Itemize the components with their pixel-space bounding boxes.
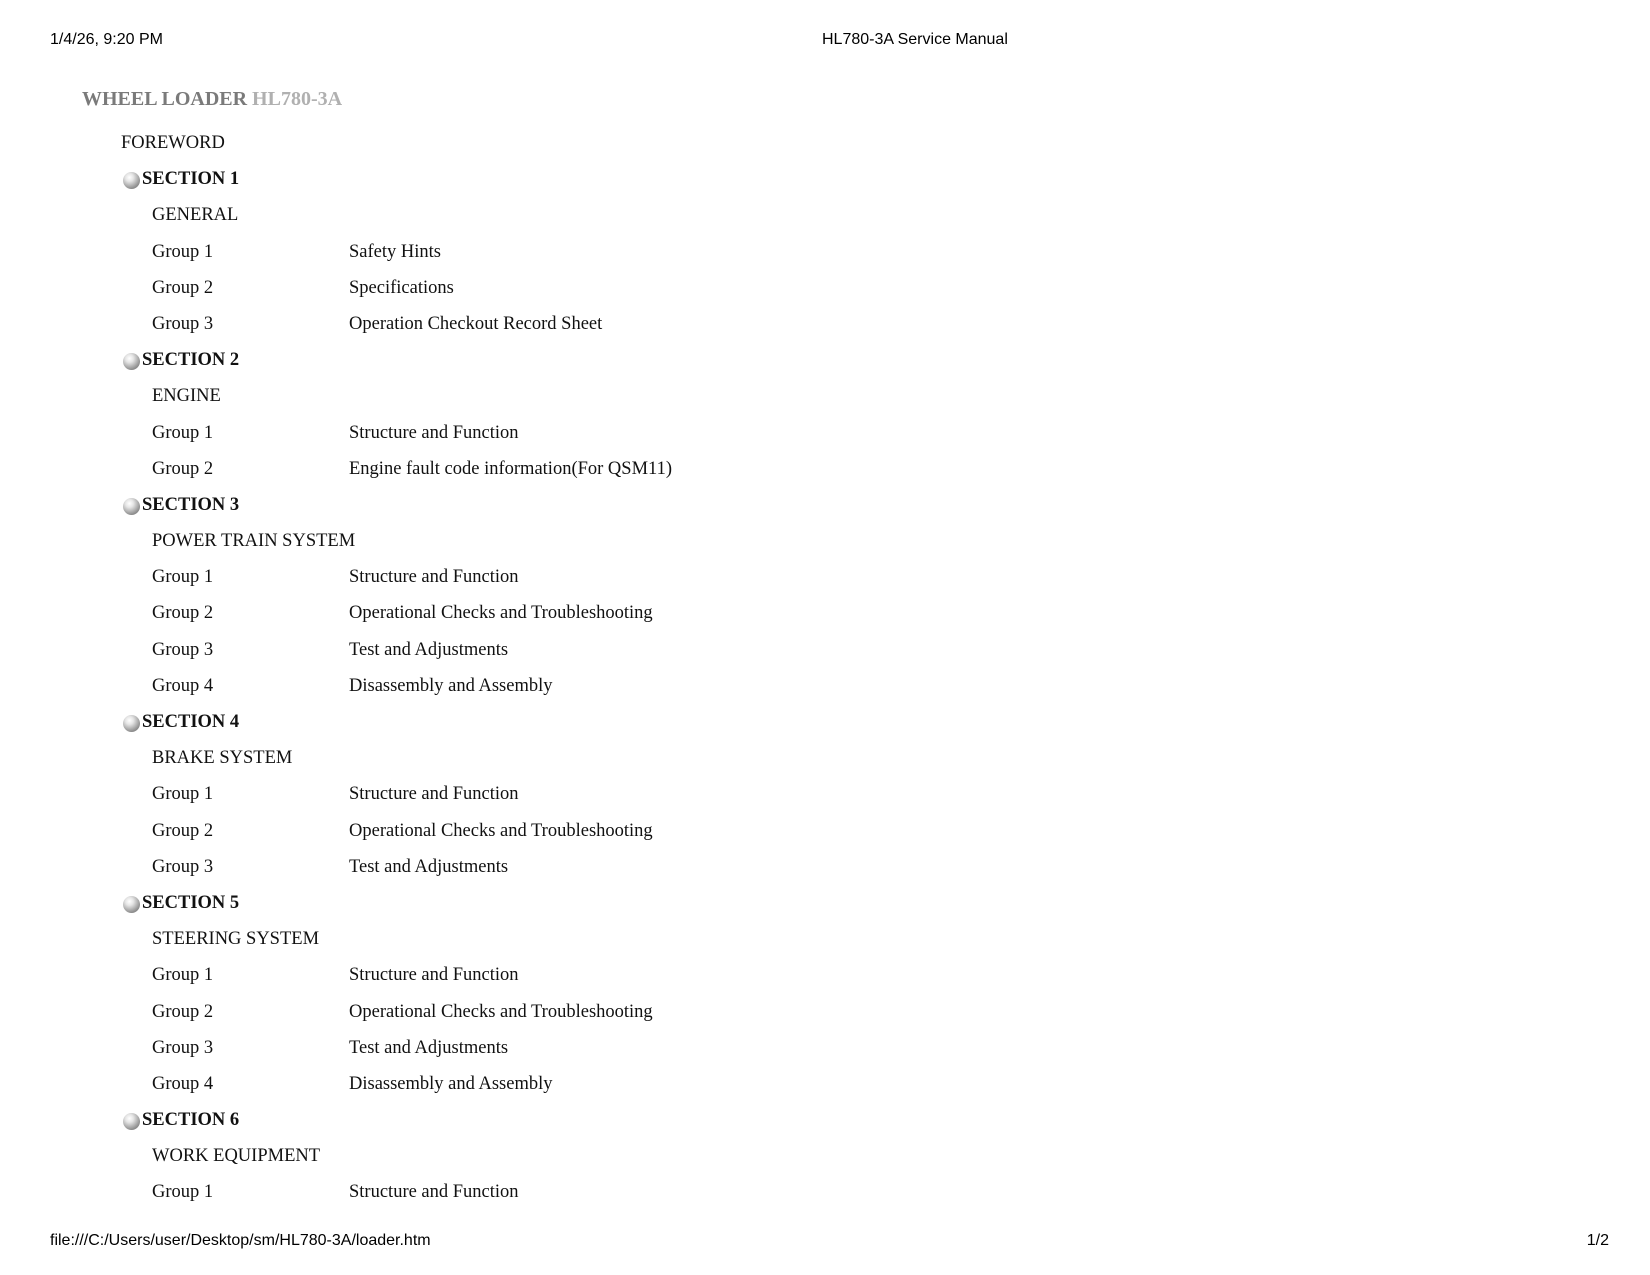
toc-section-5[interactable]: [0, 891, 900, 927]
bullet-ball-icon: [123, 353, 140, 370]
group-description[interactable]: Structure and Function: [349, 965, 519, 986]
group-number[interactable]: Group 1: [152, 965, 214, 986]
toc-group-link[interactable]: [0, 457, 900, 493]
group-number[interactable]: Group 1: [152, 422, 214, 443]
group-number[interactable]: Group 1: [152, 567, 214, 588]
print-title: HL780-3A Service Manual: [822, 31, 1008, 48]
group-description[interactable]: Operation Checkout Record Sheet: [349, 313, 603, 334]
bullet-ball-icon: [123, 715, 140, 732]
group-number[interactable]: Group 2: [152, 1001, 214, 1022]
section-label: SECTION 1: [142, 169, 240, 190]
toc-group-link[interactable]: [0, 312, 900, 348]
group-number[interactable]: Group 1: [152, 784, 214, 805]
page-number: 1/2: [1586, 1232, 1609, 1249]
toc-group-link[interactable]: [0, 1036, 900, 1072]
group-description[interactable]: Specifications: [349, 277, 454, 298]
toc-sections: [0, 167, 900, 1216]
section-title: BRAKE SYSTEM: [152, 748, 293, 769]
group-description[interactable]: Structure and Function: [349, 422, 519, 443]
group-description[interactable]: Disassembly and Assembly: [349, 1073, 553, 1094]
group-number[interactable]: Group 1: [152, 1182, 214, 1203]
toc-group-link[interactable]: [0, 674, 900, 710]
section-title: GENERAL: [152, 205, 239, 226]
toc-group-link[interactable]: [0, 638, 900, 674]
group-description[interactable]: Engine fault code information(For QSM11): [349, 458, 673, 479]
bullet-ball-icon: [123, 896, 140, 913]
toc-group-link[interactable]: [0, 240, 900, 276]
group-number[interactable]: Group 1: [152, 241, 214, 262]
toc-section-2[interactable]: [0, 348, 900, 384]
group-description[interactable]: Operational Checks and Troubleshooting: [349, 603, 653, 624]
document-title-product: WHEEL LOADER: [82, 88, 248, 110]
section-title: ENGINE: [152, 386, 221, 407]
group-description[interactable]: Operational Checks and Troubleshooting: [349, 1001, 653, 1022]
print-url: file:///C:/Users/user/Desktop/sm/HL780-3A/loader.htm: [50, 1232, 431, 1249]
group-description[interactable]: Structure and Function: [349, 567, 519, 588]
group-number[interactable]: Group 3: [152, 1037, 214, 1058]
toc-group-link[interactable]: [0, 1000, 900, 1036]
section-title: WORK EQUIPMENT: [152, 1146, 321, 1167]
toc-group-link[interactable]: [0, 276, 900, 312]
document-title-model: HL780-3A: [252, 88, 343, 110]
section-title: POWER TRAIN SYSTEM: [152, 531, 356, 552]
toc-group-link[interactable]: [0, 601, 900, 637]
document-title: [82, 88, 342, 111]
group-number[interactable]: Group 2: [152, 820, 214, 841]
group-number[interactable]: Group 3: [152, 639, 214, 660]
toc-group-link[interactable]: [0, 963, 900, 999]
bullet-ball-icon: [123, 498, 140, 515]
toc-section-1[interactable]: [0, 167, 900, 203]
group-description[interactable]: Safety Hints: [349, 241, 441, 262]
section-label: SECTION 5: [142, 892, 240, 913]
toc-section-3[interactable]: [0, 493, 900, 529]
section-label: SECTION 2: [142, 350, 240, 371]
group-number[interactable]: Group 2: [152, 603, 214, 624]
group-description[interactable]: Test and Adjustments: [349, 1037, 509, 1058]
group-number[interactable]: Group 4: [152, 675, 214, 696]
group-description[interactable]: Disassembly and Assembly: [349, 675, 553, 696]
toc-section-4[interactable]: [0, 710, 900, 746]
toc-group-link[interactable]: [0, 1072, 900, 1108]
section-label: SECTION 4: [142, 712, 240, 732]
section-label: SECTION 3: [142, 494, 240, 515]
toc-link-foreword[interactable]: FOREWORD: [121, 133, 225, 153]
group-number[interactable]: Group 2: [152, 277, 214, 298]
toc-group-link[interactable]: [0, 855, 900, 891]
toc-group-link[interactable]: [0, 1180, 900, 1216]
table-of-contents: [0, 131, 900, 1217]
toc-group-link[interactable]: [0, 421, 900, 457]
bullet-ball-icon: [123, 172, 140, 189]
section-label: SECTION 6: [142, 1110, 240, 1131]
group-description[interactable]: Test and Adjustments: [349, 856, 509, 877]
group-number[interactable]: Group 4: [152, 1073, 214, 1094]
bullet-ball-icon: [123, 1113, 140, 1130]
group-description[interactable]: Test and Adjustments: [349, 639, 509, 660]
toc-group-link[interactable]: [0, 565, 900, 601]
toc-group-link[interactable]: [0, 782, 900, 818]
toc-group-link[interactable]: [0, 819, 900, 855]
print-date: 1/4/26, 9:20 PM: [50, 31, 163, 48]
group-number[interactable]: Group 3: [152, 313, 214, 334]
group-description[interactable]: Structure and Function: [349, 784, 519, 805]
section-title: STEERING SYSTEM: [152, 929, 320, 950]
group-number[interactable]: Group 2: [152, 458, 214, 479]
toc-section-6[interactable]: [0, 1108, 900, 1144]
group-description[interactable]: Structure and Function: [349, 1182, 519, 1203]
group-number[interactable]: Group 3: [152, 856, 214, 877]
group-description[interactable]: Operational Checks and Troubleshooting: [349, 820, 653, 841]
